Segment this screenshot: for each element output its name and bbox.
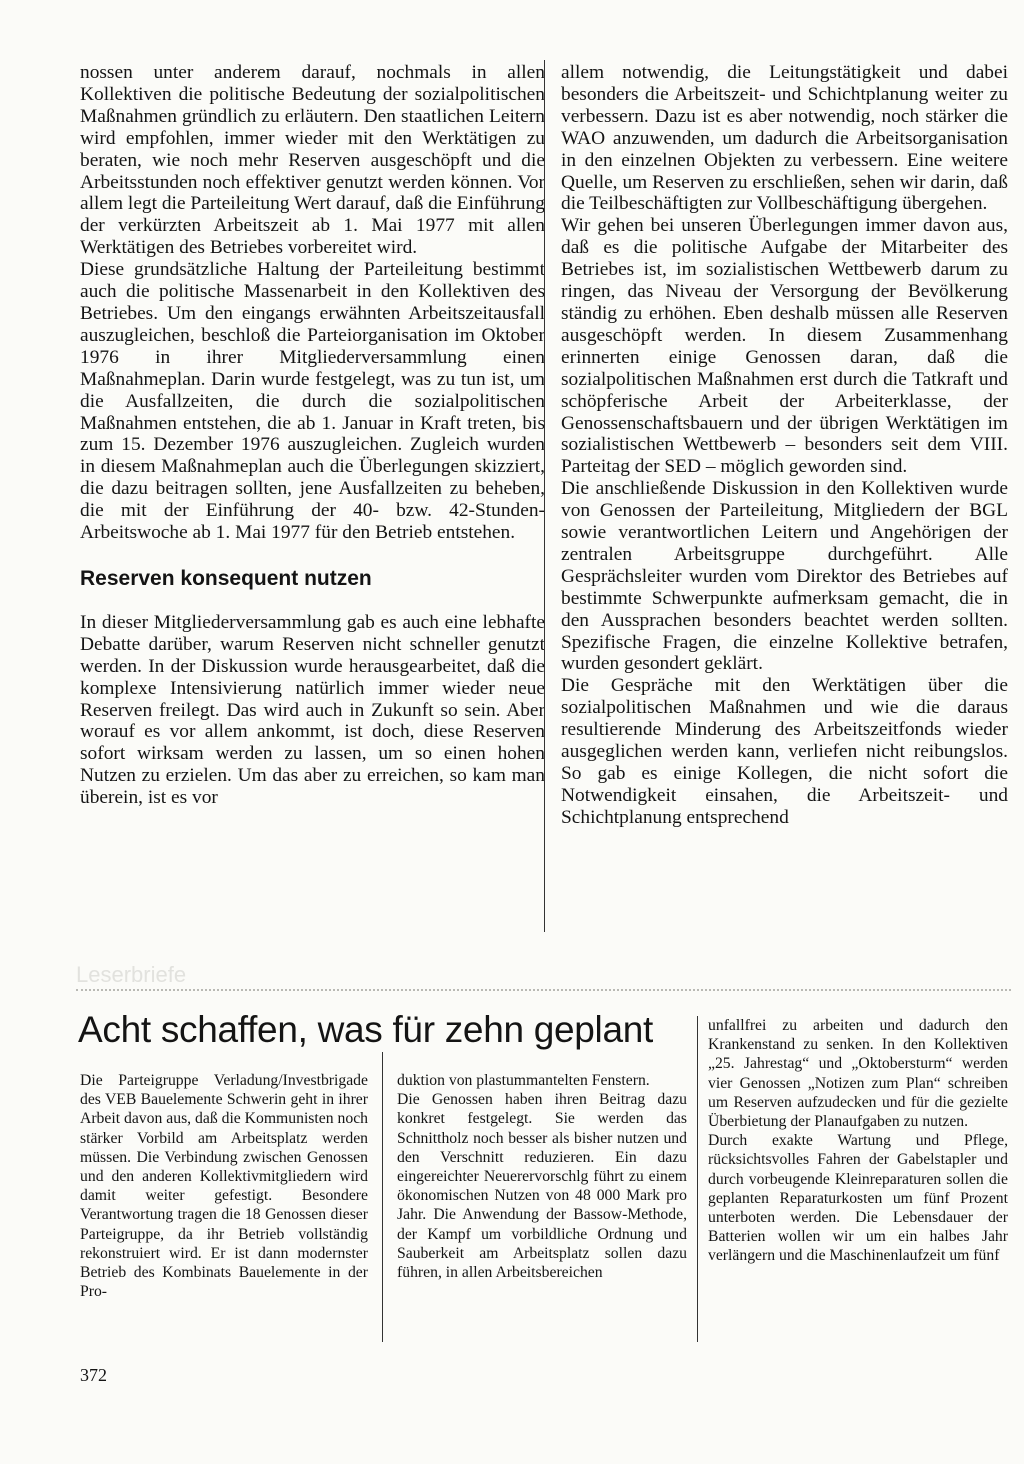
bottom-article-column-2 (397, 1071, 687, 1282)
bottom-article-column-1 (80, 1071, 368, 1301)
paragraph: Die Genossen haben ihren Beitrag dazu konkret festgelegt. Sie werden das Schnittholz noch besser als bisher nutzen und den Verschnitt reduzieren. Ein dazu eingereichter Neuerervorschlg führt zu einem ökonomischen Nutzen von 48 000 Mark pro Jahr. Die Anwendung der Bassow-Methode, der Kampf um vorbildliche Ordnung und Sauberkeit am Arbeitsplatz sollen dazu führen, in allen Arbeitsbereichen (397, 1091, 687, 1282)
faded-section-label: Leserbriefe (76, 962, 187, 987)
top-article-right-column (561, 62, 1008, 829)
page-number: 372 (80, 1365, 107, 1385)
paragraph: Die anschließende Diskussion in den Kollektiven wurde von Genossen der Parteileitung, Mitgliedern der BGL sowie verantwortlichen Leitern und Angehörigen der zentralen Arbeitsgruppe durchgeführt. Alle Gesprächsleiter wurden vom Direktor des Betriebes auf bestimmte Schwerpunkte aufmerksam gemacht, die in den Aussprachen besonders beachtet werden sollten. Spezifische Fragen, die einzelne Kollektive betrafen, wurden gesondert geklärt. (561, 478, 1008, 675)
paragraph: Die Parteigruppe Verladung/Investbrigade des VEB Bauelemente Schwerin geht in ihrer Arbeit davon aus, daß die Kommunisten noch stärker Vorbild am Arbeitsplatz werden müssen. Die Verbindung zwischen Genossen und den anderen Kollektivmitgliedern wird damit weiter gefestigt. Besondere Verantwortung tragen die 18 Genossen dieser Parteigruppe, da ihr Betrieb vollständig rekonstruiert wird. Er ist dann modernster Betrieb des Kombinats Bauelemente in der Pro- (80, 1072, 368, 1301)
column-divider (382, 1052, 383, 1342)
column-divider (544, 60, 545, 932)
section-subheading: Reserven konsequent nutzen (80, 566, 372, 590)
paragraph: unfallfrei zu arbeiten und dadurch den Krankenstand zu senken. In den Kollektiven „25. Jahrestag“ und „Oktobersturm“ werden vier Genossen „Notizen zum Plan“ schreiben um Reserven aufzudecken und für die gezielte Überbietung der Planaufgaben zu nutzen. (708, 1017, 1008, 1131)
paragraph: Diese grundsätzliche Haltung der Parteileitung bestimmt auch die politische Massenarbeit in den Kollektiven des Betriebes. Um den eingangs erwähnten Arbeitszeitausfall auszugleichen, beschloß die Parteiorganisation im Oktober 1976 in ihrer Mitgliederversammlung einen Maßnahmeplan. Darin wurde festgelegt, was zu tun ist, um die Ausfallzeiten, die durch die sozialpolitischen Maßnahmen entstehen, die ab 1. Januar in Kraft treten, bis zum 15. Dezember 1976 auszugleichen. Zugleich wurden in diesem Maßnahmeplan auch die Überlegungen skizziert, die dazu beitragen sollten, jene Ausfallzeiten zu beheben, die mit der Einführung der 40- bzw. 42-Stunden-Arbeitswoche ab 1. Mai 1977 für den Betrieb entstehen. (80, 259, 545, 544)
column-divider (697, 1016, 698, 1342)
paragraph: In dieser Mitgliederversammlung gab es auch eine lebhafte Debatte darüber, warum Reserven nicht schneller genutzt werden. In der Diskussion wurde herausgearbeitet, daß die komplexe Intensivierung natürlich immer wieder neue Reserven freilegt. Das wird auch in Zukunft so sein. Aber worauf es vor allem ankommt, ist doch, diese Reserven sofort wirksam werden zu lassen, um so einen hohen Nutzen zu erzielen. Um das aber zu erreichen, so kam man überein, ist es vor (80, 611, 545, 809)
dotted-rule (76, 989, 1011, 991)
paragraph: Durch exakte Wartung und Pflege, rücksichtsvolles Fahren der Gabelstapler und durch vorbeugende Kleinreparaturen sollen die geplanten Reparaturkosten um fünf Prozent unterboten werden. Die Lebensdauer der Batterien wollen wir um ein halbes Jahr verlängern und die Maschinenlaufzeit um fünf (708, 1132, 1008, 1265)
paragraph: allem notwendig, die Leitungstätigkeit und dabei besonders die Arbeitszeit- und Schichtplanung weiter zu verbessern. Dazu ist es aber notwendig, noch stärker die WAO anzuwenden, um dadurch die Arbeitsorganisation in den einzelnen Objekten zu verbessern. Eine weitere Quelle, um Reserven zu erschließen, sehen wir darin, daß die Teilbeschäftigten zur Vollbeschäftigung übergehen. (561, 62, 1008, 215)
section-separator (76, 962, 1011, 992)
paragraph: nossen unter anderem darauf, nochmals in allen Kollektiven die politische Bedeutung der sozialpolitischen Maßnahmen gründlich zu erläutern. Den staatlichen Leitern wird empfohlen, immer wieder mit den Werktätigen zu beraten, wie noch mehr Reserven ausgeschöpft und die Arbeitsstunden noch effektiver genutzt werden können. Vor allem legt die Parteileitung Wert darauf, daß die Einführung der verkürzten Arbeitszeit ab 1. Mai 1977 mit allen Werktätigen des Betriebes vorbereitet wird. (80, 62, 545, 259)
top-article-left-column (80, 62, 545, 809)
paragraph: duktion von plastummantelten Fenstern. (397, 1072, 650, 1089)
article-headline: Acht schaffen, was für zehn geplant (78, 1009, 654, 1050)
paragraph: Wir gehen bei unseren Überlegungen immer davon aus, daß es die politische Aufgabe der Mitarbeiter des Betriebes ist, im sozialistischen Wettbewerb darum zu ringen, das Niveau der Versorgung der Bevölkerung ständig zu erhöhen. Eben deshalb müssen alle Reserven ausgeschöpft werden. In diesem Zusammenhang erinnerten einige Genossen daran, daß die sozialpolitischen Maßnahmen erst durch die Tatkraft und schöpferische Arbeit der Arbeiterklasse, der Genossenschaftsbauern und der übrigen Werktätigen im sozialistischen Wettbewerb – besonders seit dem VIII. Parteitag der SED – möglich geworden sind. (561, 215, 1008, 478)
paragraph: Die Gespräche mit den Werktätigen über die sozialpolitischen Maßnahmen und wie die daraus resultierende Minderung des Arbeitszeitfonds wieder ausgeglichen werden kann, verliefen nicht reibungslos. So gab es einige Kollegen, die nicht sofort die Notwendigkeit einsahen, die Arbeitszeit- und Schichtplanung entsprechend (561, 675, 1008, 828)
bottom-article-column-3 (708, 1016, 1008, 1266)
